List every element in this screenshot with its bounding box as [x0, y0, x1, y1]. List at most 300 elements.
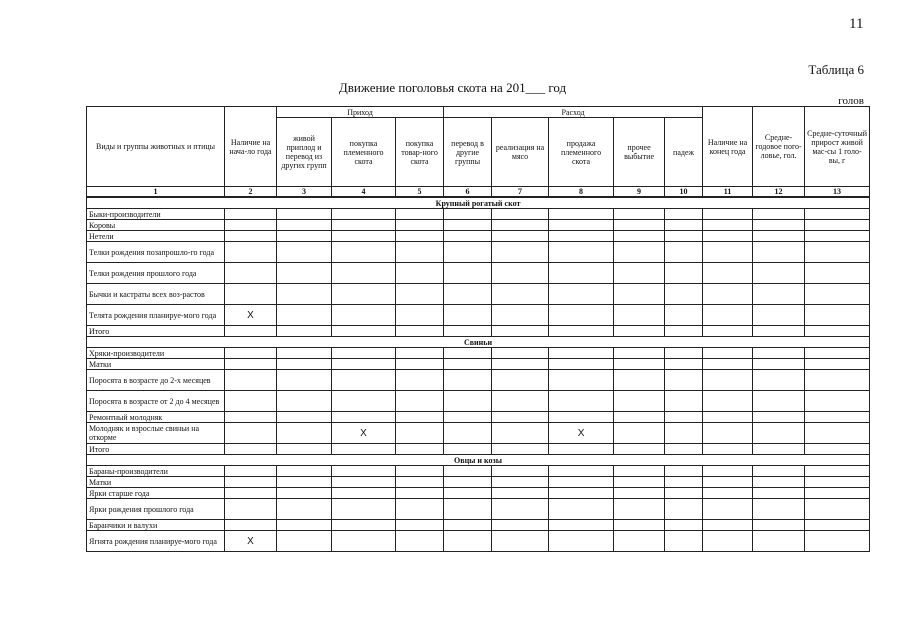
table-cell[interactable]: [225, 477, 277, 488]
table-cell[interactable]: [396, 499, 444, 520]
table-cell[interactable]: [703, 242, 753, 263]
table-cell[interactable]: [753, 423, 805, 444]
column-number: 10: [665, 187, 703, 198]
table-cell[interactable]: [805, 499, 870, 520]
table-cell[interactable]: [396, 220, 444, 231]
table-cell[interactable]: [703, 499, 753, 520]
table-cell[interactable]: [665, 348, 703, 359]
table-cell[interactable]: [444, 466, 492, 477]
table-cell[interactable]: [492, 520, 549, 531]
table-cell[interactable]: [665, 231, 703, 242]
table-cell[interactable]: [444, 499, 492, 520]
table-cell[interactable]: [396, 444, 444, 455]
table-cell[interactable]: [665, 209, 703, 220]
column-number: 2: [225, 187, 277, 198]
table-cell[interactable]: [332, 444, 396, 455]
table-cell[interactable]: [444, 326, 492, 337]
table-cell[interactable]: [614, 284, 665, 305]
row-label: Нетели: [87, 231, 225, 242]
table-cell[interactable]: [492, 423, 549, 444]
table-cell[interactable]: Х: [225, 305, 277, 326]
table-cell[interactable]: [665, 520, 703, 531]
table-cell[interactable]: [703, 231, 753, 242]
table-cell[interactable]: [492, 359, 549, 370]
table-cell[interactable]: [225, 326, 277, 337]
table-cell[interactable]: [614, 423, 665, 444]
table-cell[interactable]: [277, 466, 332, 477]
table-cell[interactable]: [396, 488, 444, 499]
table-cell[interactable]: [277, 326, 332, 337]
row-label: Бычки и кастраты всех воз-растов: [87, 284, 225, 305]
table-cell[interactable]: [332, 284, 396, 305]
col-header-6: перевод в другие группы: [444, 118, 492, 187]
table-cell[interactable]: [614, 370, 665, 391]
table-cell[interactable]: [703, 520, 753, 531]
table-cell[interactable]: [396, 370, 444, 391]
table-cell[interactable]: [396, 348, 444, 359]
table-cell[interactable]: [805, 220, 870, 231]
table-cell[interactable]: [277, 520, 332, 531]
table-cell[interactable]: [665, 242, 703, 263]
table-row: [87, 220, 870, 231]
table-cell[interactable]: [396, 231, 444, 242]
table-cell[interactable]: [277, 412, 332, 423]
table-cell[interactable]: [549, 220, 614, 231]
table-cell[interactable]: [492, 305, 549, 326]
table-cell[interactable]: [549, 242, 614, 263]
table-cell[interactable]: [614, 531, 665, 552]
table-cell[interactable]: [805, 242, 870, 263]
table-cell[interactable]: [549, 488, 614, 499]
table-cell[interactable]: Х: [549, 423, 614, 444]
table-cell[interactable]: [332, 305, 396, 326]
table-cell[interactable]: [492, 284, 549, 305]
table-cell[interactable]: [492, 466, 549, 477]
table-cell[interactable]: [225, 209, 277, 220]
table-cell[interactable]: [614, 326, 665, 337]
table-cell[interactable]: [396, 305, 444, 326]
table-cell[interactable]: [753, 231, 805, 242]
table-cell[interactable]: [277, 263, 332, 284]
table-cell[interactable]: [332, 326, 396, 337]
column-number: 8: [549, 187, 614, 198]
row-label: Ярки рождения прошлого года: [87, 499, 225, 520]
table-cell[interactable]: [225, 284, 277, 305]
table-cell[interactable]: [549, 359, 614, 370]
table-cell[interactable]: [277, 348, 332, 359]
table-cell[interactable]: [549, 444, 614, 455]
table-cell[interactable]: [549, 370, 614, 391]
table-cell[interactable]: [703, 263, 753, 284]
table-cell[interactable]: Х: [225, 531, 277, 552]
table-cell[interactable]: [703, 391, 753, 412]
table-cell[interactable]: [805, 209, 870, 220]
table-cell[interactable]: [444, 209, 492, 220]
table-body: [87, 197, 870, 552]
table-cell[interactable]: [665, 326, 703, 337]
table-cell[interactable]: [225, 231, 277, 242]
column-number: 1: [87, 187, 225, 198]
table-cell[interactable]: [614, 231, 665, 242]
table-cell[interactable]: [396, 423, 444, 444]
table-cell[interactable]: [277, 284, 332, 305]
table-cell[interactable]: [225, 242, 277, 263]
table-cell[interactable]: [753, 520, 805, 531]
table-cell[interactable]: [614, 488, 665, 499]
table-cell[interactable]: [549, 326, 614, 337]
table-cell[interactable]: [549, 231, 614, 242]
table-row: [87, 488, 870, 499]
table-cell[interactable]: [549, 348, 614, 359]
table-cell[interactable]: [444, 423, 492, 444]
table-cell[interactable]: [396, 242, 444, 263]
table-cell[interactable]: [805, 444, 870, 455]
column-number: 9: [614, 187, 665, 198]
table-cell[interactable]: [703, 412, 753, 423]
table-cell[interactable]: [492, 412, 549, 423]
table-cell[interactable]: [277, 444, 332, 455]
table-cell[interactable]: [277, 231, 332, 242]
table-cell[interactable]: [753, 326, 805, 337]
table-cell[interactable]: [665, 477, 703, 488]
column-number: 5: [396, 187, 444, 198]
table-cell[interactable]: [753, 412, 805, 423]
table-cell[interactable]: [665, 412, 703, 423]
table-cell[interactable]: [444, 391, 492, 412]
table-row: [87, 370, 870, 391]
table-cell[interactable]: [332, 263, 396, 284]
table-cell[interactable]: [665, 391, 703, 412]
table-cell[interactable]: [614, 499, 665, 520]
table-cell[interactable]: [225, 412, 277, 423]
table-cell[interactable]: [332, 359, 396, 370]
table-cell[interactable]: [805, 263, 870, 284]
table-cell[interactable]: [277, 220, 332, 231]
table-cell[interactable]: [753, 466, 805, 477]
table-cell[interactable]: [805, 326, 870, 337]
table-cell[interactable]: [805, 284, 870, 305]
column-number: 6: [444, 187, 492, 198]
table-cell[interactable]: [277, 305, 332, 326]
table-cell[interactable]: [703, 370, 753, 391]
table-cell[interactable]: [549, 412, 614, 423]
table-cell[interactable]: [332, 370, 396, 391]
table-cell[interactable]: [277, 359, 332, 370]
row-label: Телки рождения прошлого года: [87, 263, 225, 284]
col-header-4: покупка племенного скота: [332, 118, 396, 187]
table-cell[interactable]: [225, 348, 277, 359]
table-cell[interactable]: [703, 220, 753, 231]
section-title: Крупный рогатый скот: [87, 197, 870, 209]
table-cell[interactable]: [614, 220, 665, 231]
table-cell[interactable]: [277, 423, 332, 444]
table-row: [87, 231, 870, 242]
table-cell[interactable]: [492, 477, 549, 488]
table-cell[interactable]: [805, 412, 870, 423]
table-cell[interactable]: [665, 370, 703, 391]
table-cell[interactable]: [225, 391, 277, 412]
table-cell[interactable]: [492, 370, 549, 391]
table-cell[interactable]: [805, 359, 870, 370]
page-number: 11: [849, 16, 864, 32]
row-label: Поросята в возрасте до 2-х месяцев: [87, 370, 225, 391]
table-cell[interactable]: [805, 305, 870, 326]
table-cell[interactable]: [753, 209, 805, 220]
table-cell[interactable]: [332, 477, 396, 488]
table-cell[interactable]: [332, 520, 396, 531]
table-cell[interactable]: [396, 520, 444, 531]
table-cell[interactable]: [396, 391, 444, 412]
table-cell[interactable]: [225, 220, 277, 231]
table-cell[interactable]: [753, 370, 805, 391]
table-cell[interactable]: [444, 359, 492, 370]
table-cell[interactable]: [549, 391, 614, 412]
table-cell[interactable]: [225, 466, 277, 477]
row-label: Итого: [87, 444, 225, 455]
table-cell[interactable]: [332, 220, 396, 231]
table-cell[interactable]: [549, 466, 614, 477]
table-cell[interactable]: [332, 488, 396, 499]
table-cell[interactable]: [703, 359, 753, 370]
table-cell[interactable]: [332, 231, 396, 242]
table-cell[interactable]: [665, 220, 703, 231]
table-cell[interactable]: [703, 326, 753, 337]
table-cell[interactable]: [614, 359, 665, 370]
table-cell[interactable]: [277, 477, 332, 488]
table-cell[interactable]: [444, 412, 492, 423]
table-cell[interactable]: [665, 488, 703, 499]
table-cell[interactable]: [444, 263, 492, 284]
table-cell[interactable]: [665, 499, 703, 520]
table-cell[interactable]: [444, 531, 492, 552]
table-cell[interactable]: [492, 326, 549, 337]
table-cell[interactable]: [665, 263, 703, 284]
table-cell[interactable]: [332, 391, 396, 412]
table-cell[interactable]: [665, 359, 703, 370]
table-cell[interactable]: [665, 305, 703, 326]
table-cell[interactable]: [703, 444, 753, 455]
table-cell[interactable]: [614, 305, 665, 326]
row-label: Ярки старше года: [87, 488, 225, 499]
table-cell[interactable]: [614, 444, 665, 455]
table-cell[interactable]: [444, 477, 492, 488]
table-cell[interactable]: [225, 488, 277, 499]
table-cell[interactable]: [492, 444, 549, 455]
table-cell[interactable]: [703, 488, 753, 499]
table-row: [87, 477, 870, 488]
table-cell[interactable]: [805, 466, 870, 477]
section-title: Свиньи: [87, 337, 870, 348]
table-cell[interactable]: [444, 305, 492, 326]
table-cell[interactable]: [396, 477, 444, 488]
unit-label: голов: [838, 95, 864, 107]
document-title: Движение поголовья скота на 201___ год: [338, 80, 567, 95]
table-cell[interactable]: [225, 444, 277, 455]
table-cell[interactable]: [805, 477, 870, 488]
table-cell[interactable]: [492, 231, 549, 242]
table-cell[interactable]: [753, 488, 805, 499]
table-cell[interactable]: [444, 348, 492, 359]
table-cell[interactable]: [332, 242, 396, 263]
table-cell[interactable]: [703, 531, 753, 552]
table-cell[interactable]: [753, 220, 805, 231]
table-cell[interactable]: [277, 370, 332, 391]
table-cell[interactable]: [277, 531, 332, 552]
table-cell[interactable]: [703, 305, 753, 326]
table-cell[interactable]: [753, 477, 805, 488]
table-cell[interactable]: [492, 263, 549, 284]
table-cell[interactable]: [225, 499, 277, 520]
table-cell[interactable]: [665, 284, 703, 305]
table-cell[interactable]: [805, 531, 870, 552]
table-cell[interactable]: [805, 520, 870, 531]
table-label: Таблица 6: [808, 62, 864, 77]
table-cell[interactable]: [444, 520, 492, 531]
table-cell[interactable]: [492, 242, 549, 263]
table-cell[interactable]: [277, 242, 332, 263]
table-cell[interactable]: [805, 370, 870, 391]
table-cell[interactable]: [703, 466, 753, 477]
section-header-row: [87, 337, 870, 348]
table-row: [87, 520, 870, 531]
table-cell[interactable]: [277, 391, 332, 412]
table-cell[interactable]: [665, 444, 703, 455]
table-cell[interactable]: [614, 348, 665, 359]
table-cell[interactable]: [225, 359, 277, 370]
table-cell[interactable]: [332, 348, 396, 359]
table-cell[interactable]: [753, 284, 805, 305]
table-cell[interactable]: [703, 284, 753, 305]
table-cell[interactable]: [614, 466, 665, 477]
table-cell[interactable]: [396, 412, 444, 423]
row-label: Бараны-производители: [87, 466, 225, 477]
table-cell[interactable]: [444, 488, 492, 499]
table-cell[interactable]: [225, 520, 277, 531]
table-cell[interactable]: [665, 423, 703, 444]
table-row: [87, 263, 870, 284]
table-cell[interactable]: [492, 348, 549, 359]
table-cell[interactable]: [549, 263, 614, 284]
table-cell[interactable]: [444, 284, 492, 305]
table-cell[interactable]: [396, 326, 444, 337]
table-cell[interactable]: [396, 209, 444, 220]
row-label: Телки рождения позапрошло-го года: [87, 242, 225, 263]
row-label: Ягнята рождения планируе-мого года: [87, 531, 225, 552]
table-cell[interactable]: [492, 499, 549, 520]
table-cell[interactable]: [277, 209, 332, 220]
table-row: [87, 284, 870, 305]
table-cell[interactable]: [492, 391, 549, 412]
group-header-expense: Расход: [444, 107, 703, 118]
table-cell[interactable]: [614, 391, 665, 412]
group-header-income: Приход: [277, 107, 444, 118]
table-cell[interactable]: [277, 488, 332, 499]
table-cell[interactable]: [396, 531, 444, 552]
table-cell[interactable]: [703, 348, 753, 359]
table-row: [87, 348, 870, 359]
table-cell[interactable]: [753, 305, 805, 326]
table-cell[interactable]: [614, 520, 665, 531]
table-cell[interactable]: [665, 531, 703, 552]
table-row: [87, 444, 870, 455]
table-cell[interactable]: [332, 209, 396, 220]
row-label: Молодняк и взрослые свиньи на откорме: [87, 423, 225, 444]
table-cell[interactable]: [396, 466, 444, 477]
table-cell[interactable]: [396, 359, 444, 370]
table-cell[interactable]: [753, 391, 805, 412]
row-label: Матки: [87, 359, 225, 370]
table-cell[interactable]: [225, 263, 277, 284]
table-cell[interactable]: [805, 488, 870, 499]
col-header-8: продажа племенного скота: [549, 118, 614, 187]
table-cell[interactable]: [753, 444, 805, 455]
table-cell[interactable]: [492, 220, 549, 231]
table-cell[interactable]: [805, 423, 870, 444]
col-header-2: Наличие на нача-ло года: [225, 107, 277, 187]
table-cell[interactable]: [444, 231, 492, 242]
table-cell[interactable]: [225, 370, 277, 391]
table-cell[interactable]: [753, 531, 805, 552]
table-cell[interactable]: [225, 423, 277, 444]
table-cell[interactable]: [753, 359, 805, 370]
table-cell[interactable]: [753, 263, 805, 284]
table-cell[interactable]: [332, 531, 396, 552]
table-cell[interactable]: [492, 531, 549, 552]
table-cell[interactable]: [549, 305, 614, 326]
table-cell[interactable]: [549, 520, 614, 531]
table-cell[interactable]: Х: [332, 423, 396, 444]
table-cell[interactable]: [492, 209, 549, 220]
table-cell[interactable]: [703, 477, 753, 488]
table-cell[interactable]: [753, 242, 805, 263]
table-cell[interactable]: [614, 477, 665, 488]
table-cell[interactable]: [549, 531, 614, 552]
table-cell[interactable]: [703, 423, 753, 444]
table-cell[interactable]: [665, 466, 703, 477]
table-cell[interactable]: [444, 242, 492, 263]
table-cell[interactable]: [703, 209, 753, 220]
col-header-13: Средне-суточный прирост живой мас-сы 1 голо-вы, г: [805, 107, 870, 187]
table-cell[interactable]: [614, 209, 665, 220]
table-cell[interactable]: [805, 348, 870, 359]
table-row: [87, 242, 870, 263]
table-cell[interactable]: [444, 444, 492, 455]
table-cell[interactable]: [396, 263, 444, 284]
row-label: Матки: [87, 477, 225, 488]
table-cell[interactable]: [614, 242, 665, 263]
table-cell[interactable]: [332, 412, 396, 423]
row-label: Баранчики и валухи: [87, 520, 225, 531]
table-cell[interactable]: [549, 477, 614, 488]
table-cell[interactable]: [277, 499, 332, 520]
table-cell[interactable]: [549, 209, 614, 220]
table-cell[interactable]: [805, 231, 870, 242]
table-cell[interactable]: [444, 370, 492, 391]
col-header-1: Виды и группы животных и птицы: [87, 107, 225, 187]
table-cell[interactable]: [614, 263, 665, 284]
table-cell[interactable]: [614, 412, 665, 423]
table-cell[interactable]: [332, 466, 396, 477]
table-cell[interactable]: [549, 499, 614, 520]
table-cell[interactable]: [753, 499, 805, 520]
table-cell[interactable]: [396, 284, 444, 305]
table-cell[interactable]: [444, 220, 492, 231]
table-cell[interactable]: [753, 348, 805, 359]
table-cell[interactable]: [805, 391, 870, 412]
table-cell[interactable]: [332, 499, 396, 520]
table-cell[interactable]: [492, 488, 549, 499]
table-cell[interactable]: [549, 284, 614, 305]
